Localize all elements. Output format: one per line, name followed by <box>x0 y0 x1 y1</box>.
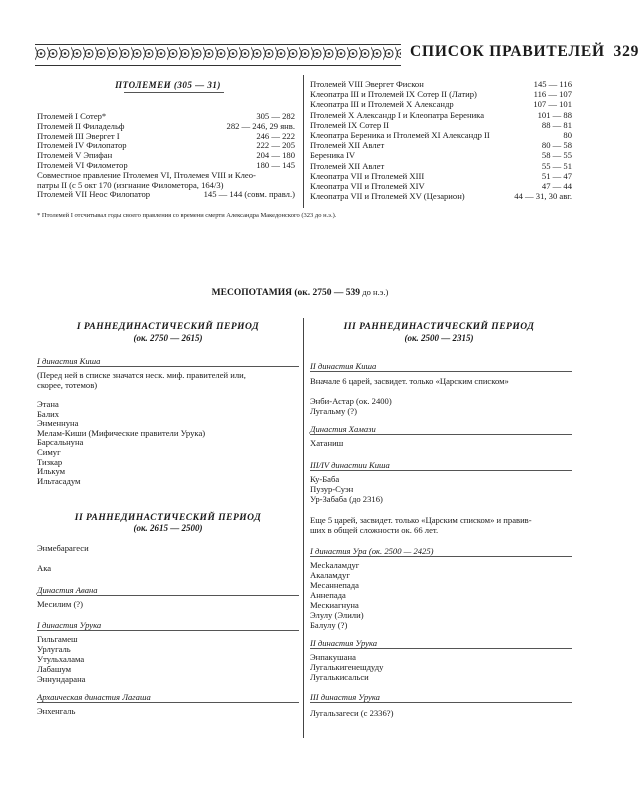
ruler-dates: 44 — 31, 30 авг. <box>514 191 572 202</box>
ruler-hatanish: Хатаниш <box>310 438 344 448</box>
ruler-row <box>310 181 572 191</box>
ruler-name: Лугалькигенешдуду <box>310 662 384 672</box>
ruler-row <box>310 161 572 171</box>
ruler-name: Гильгамеш <box>37 634 78 644</box>
ruler-name: Тизкар <box>37 456 63 467</box>
ruler-name: Энпакушана <box>310 652 356 662</box>
mesopotamia-title-main: МЕСОПОТАМИЯ (ок. 2750 — 539 <box>211 288 360 298</box>
ptolemies-footnote: * Птолемей I отсчитывал годы своего правления со времени смерти Александра Македонского (323 до н.э.). <box>37 212 337 219</box>
ruler-name: Ку-Баба <box>310 474 340 484</box>
kish34-note-line2: ших в общей сложности ок. 66 лет. <box>310 525 439 535</box>
ruler-name: Балих <box>37 408 60 419</box>
ruler-name: Ильтасадум <box>37 475 81 486</box>
ruler-row <box>310 171 572 181</box>
ruler-name: Птолемей VII Неос Филопатор <box>37 189 151 200</box>
ruler-row <box>310 79 572 89</box>
dynasty-kish-3-4: III/IV династии Киша <box>310 460 390 470</box>
ruler-dates: 116 — 107 <box>533 89 572 100</box>
ruler-name: Энби-Астар (ок. 2400) <box>310 396 392 406</box>
kish2-note: Вначале 6 царей, засвидет. только «Царским списком» <box>310 376 509 386</box>
ruler-row <box>310 110 572 120</box>
ruler-row <box>310 140 572 150</box>
ruler-dates: 55 — 51 <box>541 160 572 171</box>
ruler-dates: 51 — 47 <box>541 170 572 181</box>
ruler-row <box>310 99 572 109</box>
dynasty-uruk-1: I династия Урука <box>37 620 102 630</box>
kish34-note-line1: Еще 5 царей, засвидет. только «Царским списком» и правив- <box>310 515 532 525</box>
ruler-dates: 180 — 145 <box>256 160 295 170</box>
ruler-name: Совместное правление Птолемея VI, Птолемея VIII и Клео- <box>37 169 256 180</box>
dynasty-rule <box>37 702 299 703</box>
ruler-row <box>37 189 295 199</box>
ruler-name: Лугальму (?) <box>310 406 357 416</box>
ruler-name: Элулу (Элили) <box>310 610 364 620</box>
ruler-name: Птолемей XII Авлет <box>310 140 385 151</box>
ruler-name: Клеопатра VII и Птолемей XV (Цезарион) <box>310 191 465 202</box>
kish1-note-line2: скорее, тотемов) <box>37 380 98 390</box>
ruler-dates: 145 — 144 (совм. правл.) <box>203 189 295 200</box>
dynasty-lagash-archaic: Архаическая династия Лагаша <box>37 692 151 702</box>
period3-title: III РАННЕДИНАСТИЧЕСКИЙ ПЕРИОД <box>343 322 535 332</box>
ruler-name: Балулу (?) <box>310 620 348 630</box>
dynasty-rule <box>310 648 572 649</box>
ruler-dates: 101 — 88 <box>537 109 572 120</box>
ruler-dates: 305 — 282 <box>256 111 295 121</box>
ruler-row <box>37 131 295 141</box>
ruler-name: Месаннепада <box>310 580 359 590</box>
ruler-dates: 88 — 81 <box>541 119 572 130</box>
ruler-mesilim: Месилим (?) <box>37 599 83 609</box>
ruler-name: Клеопатра Береника и Птолемей XI Александр II <box>310 130 490 140</box>
ruler-row <box>37 170 295 180</box>
ruler-name: Птолемей IX Сотер II <box>310 119 390 130</box>
ruler-enhengal: Энхенгаль <box>37 706 76 716</box>
ruler-name: Лабашум <box>37 664 72 674</box>
page-header <box>410 43 639 61</box>
page-header-title: СПИСОК ПРАВИТЕЛЕЙ <box>410 43 605 60</box>
ruler-name: Птолемей IV Филопатор <box>37 140 127 151</box>
ruler-row <box>310 150 572 160</box>
ruler-name: Береника IV <box>310 150 356 161</box>
ruler-row <box>310 130 572 140</box>
ruler-name: Птолемей I Сотер* <box>37 111 107 121</box>
ruler-name: Энменнуна <box>37 418 79 429</box>
dynasty-rule <box>37 630 299 631</box>
ruler-name: Мескиагнуна <box>310 600 359 610</box>
ptolemies-title: ПТОЛЕМЕИ (305 — 31) <box>115 80 221 90</box>
ruler-lugalzagesi: Лугальзагеси (с 2336?) <box>310 708 394 718</box>
mesopotamia-title <box>0 287 600 298</box>
period2-dates: (ок. 2615 — 2500) <box>133 523 203 533</box>
ruler-name: Аннепада <box>310 590 346 600</box>
ruler-row <box>37 111 295 121</box>
dynasty-rule <box>310 470 572 471</box>
ruler-row <box>37 150 295 160</box>
ruler-row <box>37 160 295 170</box>
ruler-dates: 204 — 180 <box>256 150 295 161</box>
ruler-dates: 107 — 101 <box>533 99 572 110</box>
dynasty-kish-1: I династия Киша <box>37 356 101 366</box>
ruler-row <box>37 180 295 190</box>
ruler-name: Птолемей VIII Эвергет Фискон <box>310 79 424 89</box>
ruler-row <box>37 121 295 131</box>
ruler-dates: 145 — 116 <box>533 79 572 89</box>
dynasty-hamazi: Династия Хамази <box>310 424 376 434</box>
ornamental-header-band <box>35 44 401 66</box>
ruler-name: Птолемей X Александр I и Клеопатра Береника <box>310 109 485 120</box>
ruler-dates: 80 — 58 <box>541 140 572 151</box>
dynasty-uruk-2: II династия Урука <box>310 638 378 648</box>
dynasty-rule <box>37 366 299 367</box>
column-divider-mesopotamia <box>303 318 304 738</box>
ruler-name: Птолемей II Филадельф <box>37 120 125 131</box>
ruler-dates: 246 — 222 <box>256 130 295 141</box>
ruler-dates: 58 — 55 <box>541 150 572 161</box>
ruler-name: Клеопатра VII и Птолемей XIII <box>310 170 425 181</box>
ruler-row <box>310 120 572 130</box>
period3-dates: (ок. 2500 — 2315) <box>404 333 474 343</box>
ruler-name: Мелам-Киши (Мифические правители Урука) <box>37 427 206 438</box>
ruler-name: Птолемей V Эпифан <box>37 150 113 161</box>
column-divider-ptolemies <box>303 75 304 208</box>
ruler-dates: 80 <box>563 130 572 140</box>
ruler-enmebaragesi: Энмебарагеси <box>37 543 89 553</box>
ruler-dates: 47 — 44 <box>541 181 572 191</box>
ruler-row <box>310 191 572 201</box>
ruler-name: Урлугаль <box>37 644 71 654</box>
ruler-row <box>310 89 572 99</box>
dynasty-rule <box>37 595 299 596</box>
ruler-name: Клеопатра III и Птолемей X Александр <box>310 99 454 110</box>
dynasty-uruk-3: III династия Урука <box>310 692 380 702</box>
period1-dates: (ок. 2750 — 2615) <box>133 333 203 343</box>
ruler-name: патры II (с 5 окт 170 (изгнание Филометора, 164/3) <box>37 179 224 190</box>
dynasty-rule <box>310 556 572 557</box>
mesopotamia-title-suffix: до н.э.) <box>362 287 389 297</box>
ruler-name: Птолемей VI Филометор <box>37 160 128 170</box>
ruler-name: Этана <box>37 399 59 409</box>
period2-title: II РАННЕДИНАСТИЧЕСКИЙ ПЕРИОД <box>74 513 262 523</box>
ruler-aka: Ака <box>37 563 52 573</box>
period1-title: I РАННЕДИНАСТИЧЕСКИЙ ПЕРИОД <box>76 322 260 332</box>
ruler-name: Лугалькисальси <box>310 672 369 682</box>
ruler-name: Симуг <box>37 447 61 457</box>
kish1-note-line1: (Перед ней в списке значатся неск. миф. правителей или, <box>37 370 246 380</box>
page-number: 329 <box>613 43 639 60</box>
ruler-name: Птолемей III Эвергет I <box>37 130 120 141</box>
ruler-dates: 222 — 205 <box>256 140 295 151</box>
ruler-name: Илькум <box>37 466 66 477</box>
ruler-name: Пузур-Суэн <box>310 484 354 494</box>
ruler-name: Эннундарана <box>37 674 86 684</box>
dynasty-rule <box>310 702 572 703</box>
ruler-name: Клеопатра III и Птолемей IX Сотер II (Латир) <box>310 89 477 100</box>
dynasty-ur-1: I династия Ура (ок. 2500 — 2425) <box>310 546 434 556</box>
dynasty-avan: Династия Авана <box>37 585 98 595</box>
ruler-name: Клеопатра VII и Птолемей XIV <box>310 181 425 191</box>
ruler-name: Акаламдуг <box>310 570 350 580</box>
ruler-row <box>37 140 295 150</box>
ruler-name: Птолемей XII Авлет <box>310 160 385 171</box>
ruler-name: Утульхалама <box>37 654 85 664</box>
ruler-name: Месkаламдуг <box>310 560 360 570</box>
ruler-name: Барсальнуна <box>37 437 84 448</box>
dynasty-rule <box>310 371 572 372</box>
dynasty-kish-2: II династия Киша <box>310 361 377 371</box>
dynasty-rule <box>310 434 572 435</box>
ruler-name: Ур-Забаба (до 2316) <box>310 494 383 504</box>
ptolemies-title-underline <box>124 92 224 93</box>
ruler-dates: 282 — 246, 29 янв. <box>226 120 295 131</box>
